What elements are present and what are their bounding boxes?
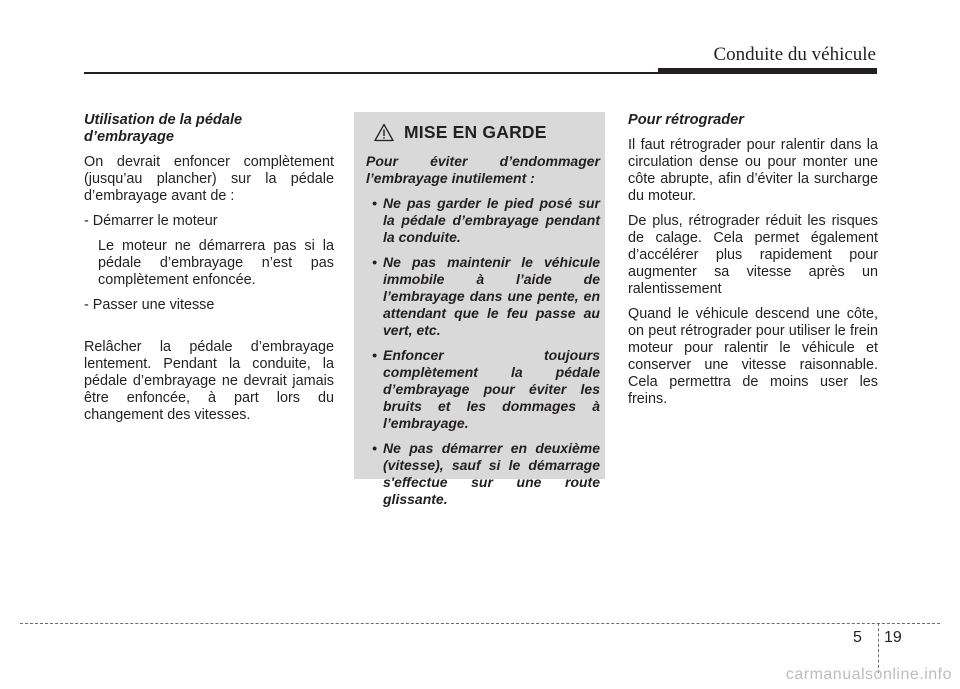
- clutch-release-paragraph: Relâcher la pédale d’embrayage lentement. Pendant la conduite, la pédale d’embrayage ne devrait jamais être enfoncée, à part lors du changement des vitesses.: [84, 339, 334, 423]
- warning-intro: Pour éviter d’endommager l’embrayage inutilement :: [366, 153, 600, 186]
- list-item-shift-gear: - Passer une vitesse: [84, 297, 215, 313]
- downshift-paragraph-2: De plus, rétrograder réduit les risques de calage. Cela permet également d’accélérer plus rapidement pour augmenter sa vitesse après un ralentissement: [628, 213, 878, 297]
- list-item-start-engine: - Démarrer le moteur: [84, 213, 218, 229]
- warning-header: [374, 122, 600, 143]
- page-number: 19: [884, 629, 902, 646]
- chapter-number: 5: [853, 629, 862, 646]
- header-rule-accent: [658, 68, 877, 74]
- section-title: Conduite du véhicule: [713, 44, 876, 65]
- column-right: [628, 112, 878, 416]
- column-left: [84, 112, 334, 432]
- warning-box: [354, 112, 605, 507]
- footer-rule: [20, 623, 940, 624]
- clutch-intro: On devrait enfoncer complètement (jusqu’au plancher) sur la pédale d’embrayage avant de :: [84, 154, 334, 204]
- warning-triangle-icon: [374, 123, 394, 142]
- warning-item: • Ne pas garder le pied posé sur la pédale d’embrayage pendant la conduite.: [366, 195, 600, 246]
- downshift-heading: Pour rétrograder: [628, 112, 744, 128]
- downshift-paragraph-1: Il faut rétrograder pour ralentir dans la circulation dense ou pour monter une côte abrupte, afin d’éviter la surcharge du moteur.: [628, 137, 878, 204]
- downshift-paragraph-3: Quand le véhicule descend une côte, on peut rétrograder pour utiliser le frein moteur pour ralentir le véhicule et conserver une vitesse raisonnable. Cela permettra de moins user les freins.: [628, 306, 878, 407]
- warning-item: • Ne pas démarrer en deuxième (vitesse), sauf si le démarrage s'effectue sur une route glissante.: [366, 440, 600, 508]
- list-item-start-engine-detail: Le moteur ne démarrera pas si la pédale d’embrayage n’est pas complètement enfoncée.: [98, 238, 334, 288]
- watermark: carmanualsonline.info: [785, 666, 952, 683]
- clutch-heading: Utilisation de la pédale d’embrayage: [84, 112, 243, 145]
- warning-list: [366, 195, 600, 508]
- header-rule: [84, 72, 664, 74]
- warning-item: • Ne pas maintenir le véhicule immobile à l’aide de l’embrayage dans une pente, en attendant que le feu passe au vert, etc.: [366, 254, 600, 339]
- warning-title: MISE EN GARDE: [404, 122, 547, 142]
- warning-item: • Enfoncer toujours complètement la pédale d’embrayage pour éviter les bruits et les dommages à l’embrayage.: [366, 347, 600, 432]
